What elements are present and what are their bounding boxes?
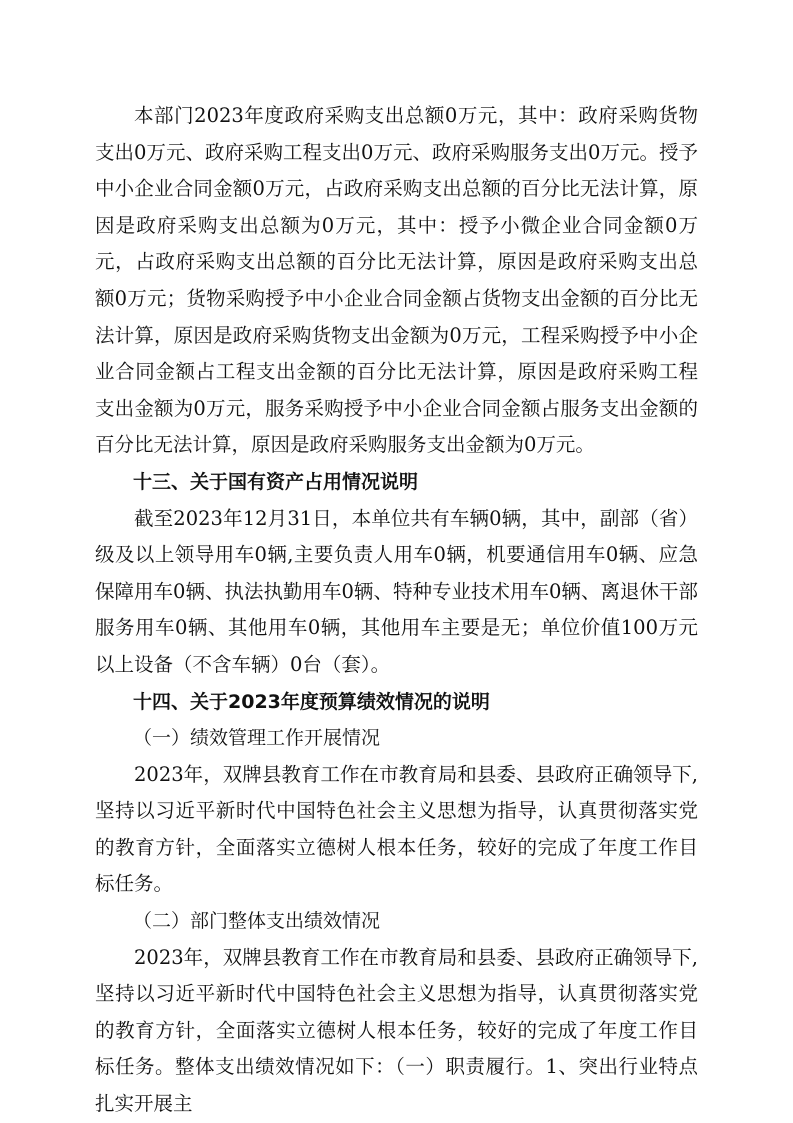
paragraph-overall-expenditure: 2023年，双牌县教育工作在市教育局和县委、县政府正确领导下,坚持以习近平新时代中国特色社会主义思想为指导，认真贯彻落实党的教育方针，全面落实立德树人根本任务，较好的完成了年度工作目标任务。整体支出绩效情况如下：（一）职责履行。1、突出行业特点扎实开展主	[95, 945, 698, 1116]
subheading-overall-expenditure: （二）部门整体支出绩效情况	[133, 910, 381, 933]
document-body	[95, 98, 698, 1123]
section-heading-budget-performance: 十四、关于2023年度预算绩效情况的说明	[133, 690, 490, 713]
subheading-performance-management: （一）绩效管理工作开展情况	[133, 727, 381, 750]
section-heading-state-assets: 十三、关于国有资产占用情况说明	[133, 470, 419, 493]
paragraph-state-assets: 截至2023年12月31日，本单位共有车辆0辆，其中，副部（省）级及以上领导用车0辆,主要负责人用车0辆，机要通信用车0辆、应急保障用车0辆、执法执勤用车0辆、特种专业技术用车0辆、离退休干部服务用车0辆、其他用车0辆，其他用车主要是无；单位价值100万元以上设备（不含车辆）0台（套）。	[95, 506, 698, 676]
paragraph-government-procurement: 本部门2023年度政府采购支出总额0万元，其中：政府采购货物支出0万元、政府采购工程支出0万元、政府采购服务支出0万元。授予中小企业合同金额0万元，占政府采购支出总额的百分比无法计算，原因是政府采购支出总额为0万元，其中：授予小微企业合同金额0万元，占政府采购支出总额的百分比无法计算，原因是政府采购支出总额0万元；货物采购授予中小企业合同金额占货物支出金额的百分比无法计算，原因是政府采购货物支出金额为0万元，工程采购授予中小企业合同金额占工程支出金额的百分比无法计算，原因是政府采购工程支出金额为0万元，服务采购授予中小企业合同金额占服务支出金额的百分比无法计算，原因是政府采购服务支出金额为0万元。	[95, 104, 698, 457]
paragraph-performance-management: 2023年，双牌县教育工作在市教育局和县委、县政府正确领导下,坚持以习近平新时代中国特色社会主义思想为指导，认真贯彻落实党的教育方针，全面落实立德树人根本任务，较好的完成了年度工作目标任务。	[95, 762, 698, 896]
